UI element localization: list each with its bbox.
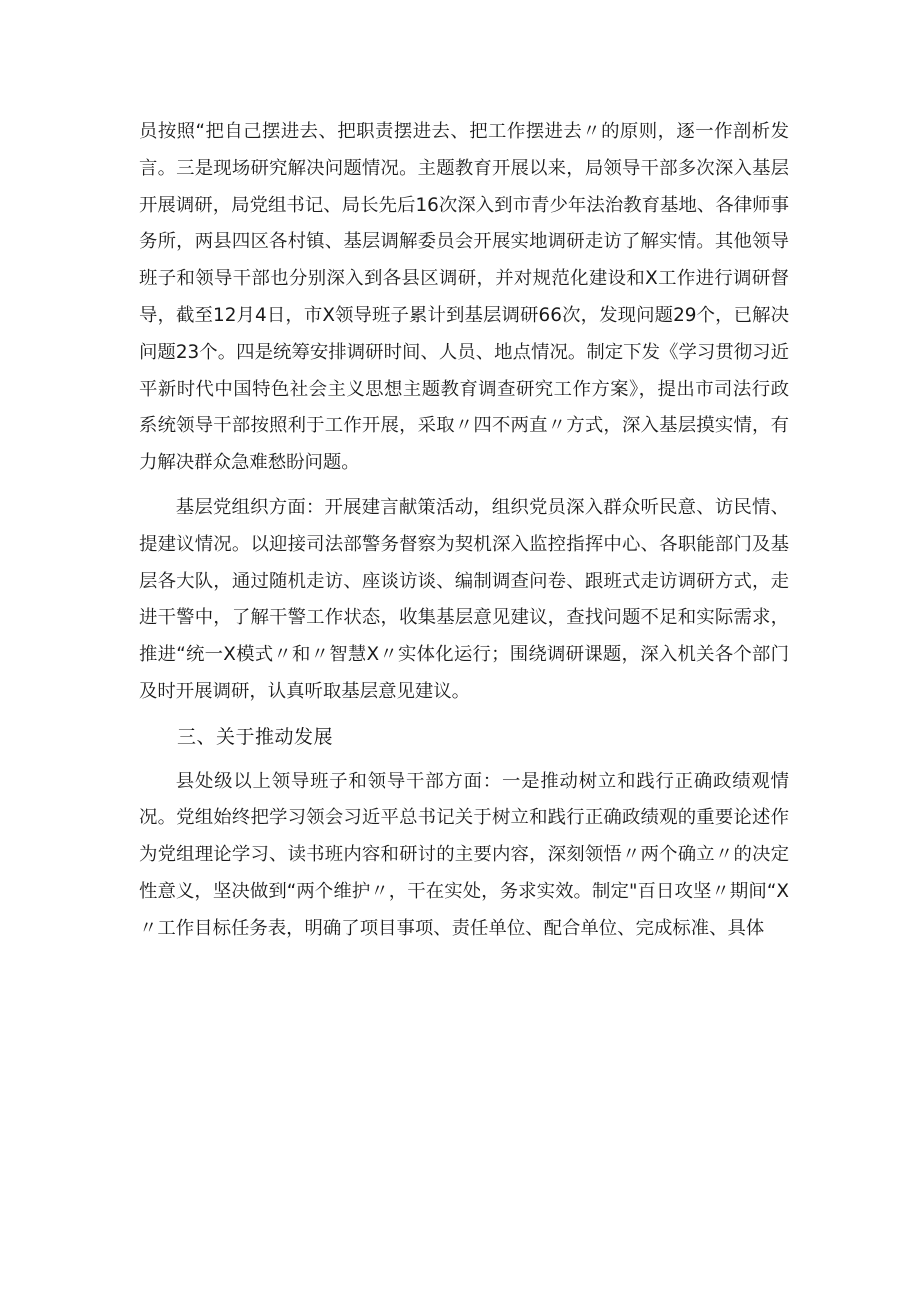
paragraph-grassroots-party: 基层党组织方面：开展建言献策活动，组织党员深入群众听民意、访民情、提建议情况。以迎接司法部警务督察为契机深入监控指挥中心、各职能部门及基层各大队，通过随机走访、座谈访谈、编制调查问卷、跟班式走访调研方式，走进干警中，了解干警工作状态，收集基层意见建议，查找问题不足和实际需求，推进“统一X模式〃和〃智慧X〃实体化运行；围绕调研课题，深入机关各个部门及时开展调研，认真听取基层意见建议。 (139, 496, 789, 702)
section-heading: 三、关于推动发展 (177, 725, 334, 748)
paragraph-continued: 员按照“把自己摆进去、把职责摆进去、把工作摆进去〃的原则，逐一作剖析发言。三是现场研究解决问题情况。主题教育开展以来，局领导干部多次深入基层开展调研，局党组书记、局长先后16次深入到市青少年法治教育基地、各律师事务所，两县四区各村镇、基层调解委员会开展实地调研走访了解实情。其他领导班子和领导干部也分别深入到各县区调研，并对规范化建设和X工作进行调研督导，截至12月4日，市X领导班子累计到基层调研66次，发现问题29个，已解决问题23个。四是统筹安排调研时间、人员、地点情况。制定下发《学习贯彻习近平新时代中国特色社会主义思想主题教育调查研究工作方案》，提出市司法行政系统领导干部按照利于工作开展，采取〃四不两直〃方式，深入基层摸实情，有力解决群众急难愁盼问题。 (139, 121, 789, 474)
paragraph-leadership: 县处级以上领导班子和领导干部方面：一是推动树立和践行正确政绩观情况。党组始终把学习领会习近平总书记关于树立和践行正确政绩观的重要论述作为党组理论学习、读书班内容和研讨的主要内容，深刻领悟〃两个确立〃的决定性意义，坚决做到“两个维护〃，干在实处，务求实效。制定"百日攻坚〃期间“X〃工作目标任务表，明确了项目事项、责任单位、配合单位、完成标准、具体 (139, 770, 789, 939)
document-body (139, 114, 789, 948)
